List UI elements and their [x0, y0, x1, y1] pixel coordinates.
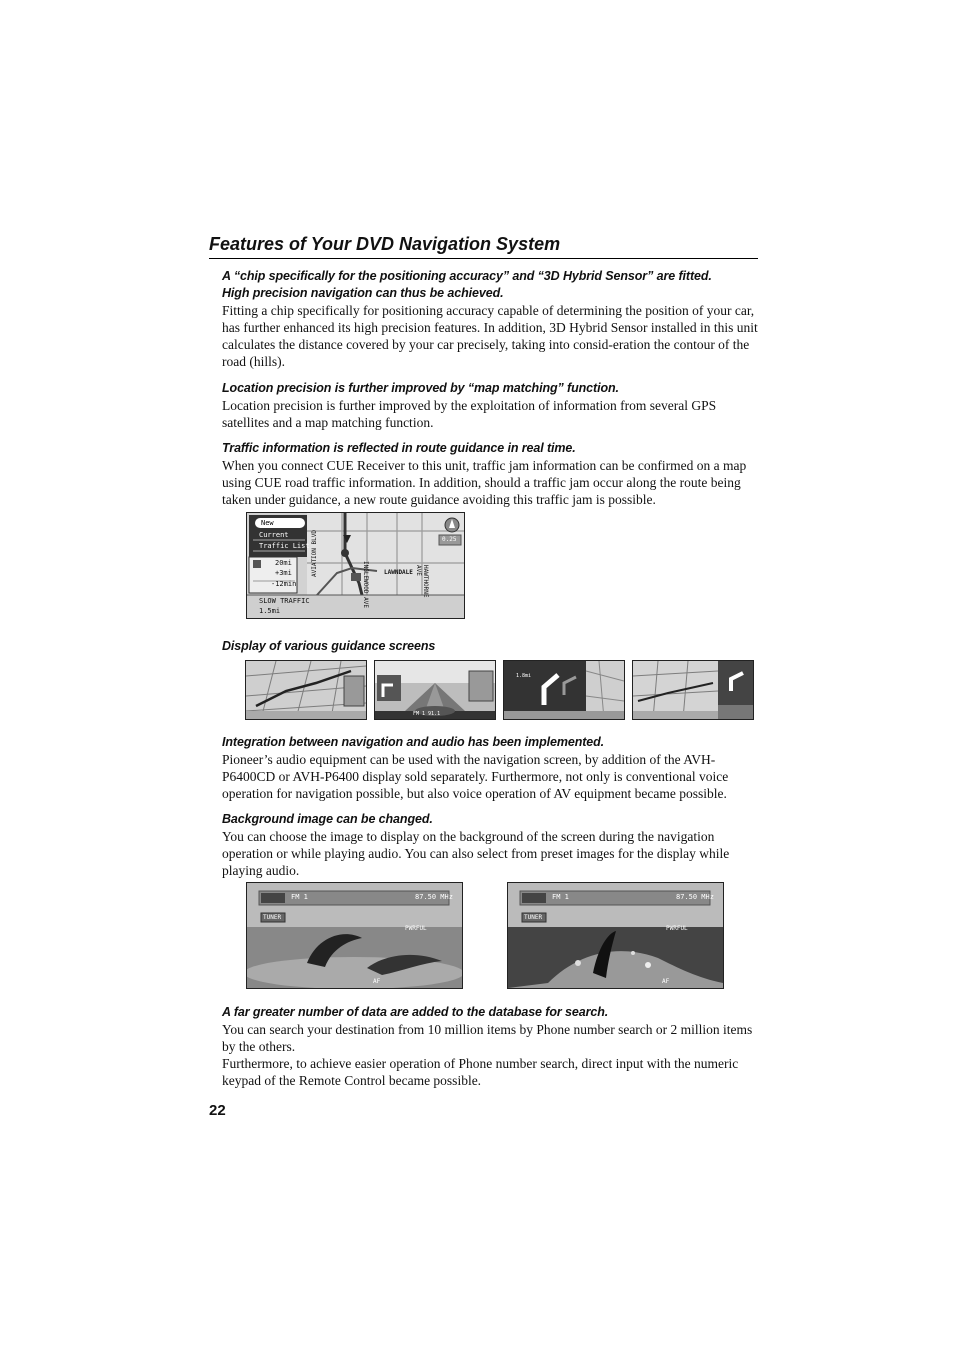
section-body: When you connect CUE Receiver to this unit, traffic jam information can be confirmed on a map using CUE road traffic information. In addition, should a traffic jam occur along the route being taken under guidance, a new route guidance avoiding this traffic jam is possible.	[222, 458, 747, 507]
turn-distance: 1.8mi	[516, 673, 532, 679]
guidance-screen-split	[632, 660, 754, 720]
arrow-guidance-graphic	[504, 661, 624, 719]
section-guidance-screens	[222, 638, 760, 655]
section-map-matching	[222, 380, 760, 431]
traffic-map-screenshot	[246, 512, 465, 619]
audio-mode: PWRFUL	[666, 925, 688, 932]
traffic-status-distance: 1.5mi	[259, 607, 281, 615]
guidance-screen-map	[245, 660, 367, 720]
section-positioning-chip	[222, 268, 760, 370]
section-body: You can search your destination from 10 million items by Phone number search or 2 million items by the others. Furthermore, to achieve easier operation of Phone number search, direct input with the numeric keypad of the Remote Control became possible.	[222, 1022, 753, 1088]
road-label-inglewood: INGLEWOOD AVE	[362, 561, 369, 608]
split-view-graphic	[633, 661, 753, 719]
audio-source-button[interactable]: TUNER	[263, 914, 282, 921]
audio-mode: PWRFUL	[405, 925, 427, 932]
road-label-aviation: AVIATION BLVD	[311, 530, 318, 577]
audio-band: FM 1	[552, 893, 569, 901]
route-distance: 20mi	[275, 559, 292, 567]
section-heading: Integration between navigation and audio has been implemented.	[222, 735, 605, 749]
map-view-graphic	[246, 661, 366, 719]
page-number: 22	[209, 1102, 226, 1119]
radio-readout: FM 1 91.1	[413, 711, 441, 717]
section-heading: Location precision is further improved by “map matching” function.	[222, 381, 619, 395]
traffic-status: SLOW TRAFFIC	[259, 597, 310, 605]
section-background-image	[222, 811, 760, 879]
section-heading: Background image can be changed.	[222, 812, 433, 826]
page-title: Features of Your DVD Navigation System	[209, 234, 561, 254]
menu-item-new[interactable]: New	[261, 519, 274, 527]
audio-screen-dolphins	[246, 882, 463, 989]
audio-frequency: 87.50 MHz	[415, 893, 453, 901]
section-database	[222, 1004, 760, 1089]
audio-source-button[interactable]: TUNER	[524, 914, 543, 921]
section-heading: A far greater number of data are added to the database for search.	[222, 1005, 609, 1019]
map-scale: 0.25	[442, 536, 457, 543]
section-traffic-info	[222, 440, 760, 508]
section-body: Location precision is further improved by the exploitation of information from several GPS satellites and a map matching function.	[222, 398, 717, 430]
menu-item-traffic-list[interactable]: Traffic List	[259, 542, 310, 550]
audio-frequency: 87.50 MHz	[676, 893, 714, 901]
audio-af: AF	[662, 978, 670, 985]
section-heading: Traffic information is reflected in route guidance in real time.	[222, 441, 576, 455]
section-heading: Display of various guidance screens	[222, 639, 436, 653]
section-body: You can choose the image to display on the background of the screen during the navigation operation or while playing audio. You can also select from preset images for the display while playing audio.	[222, 829, 730, 878]
route-delta-distance: +3mi	[275, 569, 292, 577]
guidance-screen-3d	[374, 660, 496, 720]
section-body: Pioneer’s audio equipment can be used with the navigation screen, by addition of the AVH-P6400CD or AVH-P6400 display sold separately. Furthermore, not only is conventional voice operation for navigation possible, but also voice operation of AV equipment became possible.	[222, 752, 729, 801]
audio-screen-splash	[507, 882, 724, 989]
route-delta-time: -12min	[271, 580, 297, 588]
section-audio-integration	[222, 734, 760, 802]
place-label-lawndale: LAWNDALE	[384, 569, 413, 576]
road-label-hawthorne: HAWTHORNE AVE	[415, 565, 429, 598]
section-heading: A “chip specifically for the positioning accuracy” and “3D Hybrid Sensor” are fitted. High precision navigation can thus be achieved.	[222, 269, 712, 300]
audio-band: FM 1	[291, 893, 308, 901]
title-rule	[209, 258, 758, 259]
section-body: Fitting a chip specifically for positioning accuracy capable of determining the position of your car, has further enhanced its high precision features. In addition, 3D Hybrid Sensor installed in this unit calculates the distance covered by your car precisely, taking into consid-eration the contour of the road (hills).	[222, 303, 758, 369]
menu-item-current[interactable]: Current	[259, 531, 289, 539]
audio-af: AF	[373, 978, 381, 985]
guidance-screen-arrow	[503, 660, 625, 720]
